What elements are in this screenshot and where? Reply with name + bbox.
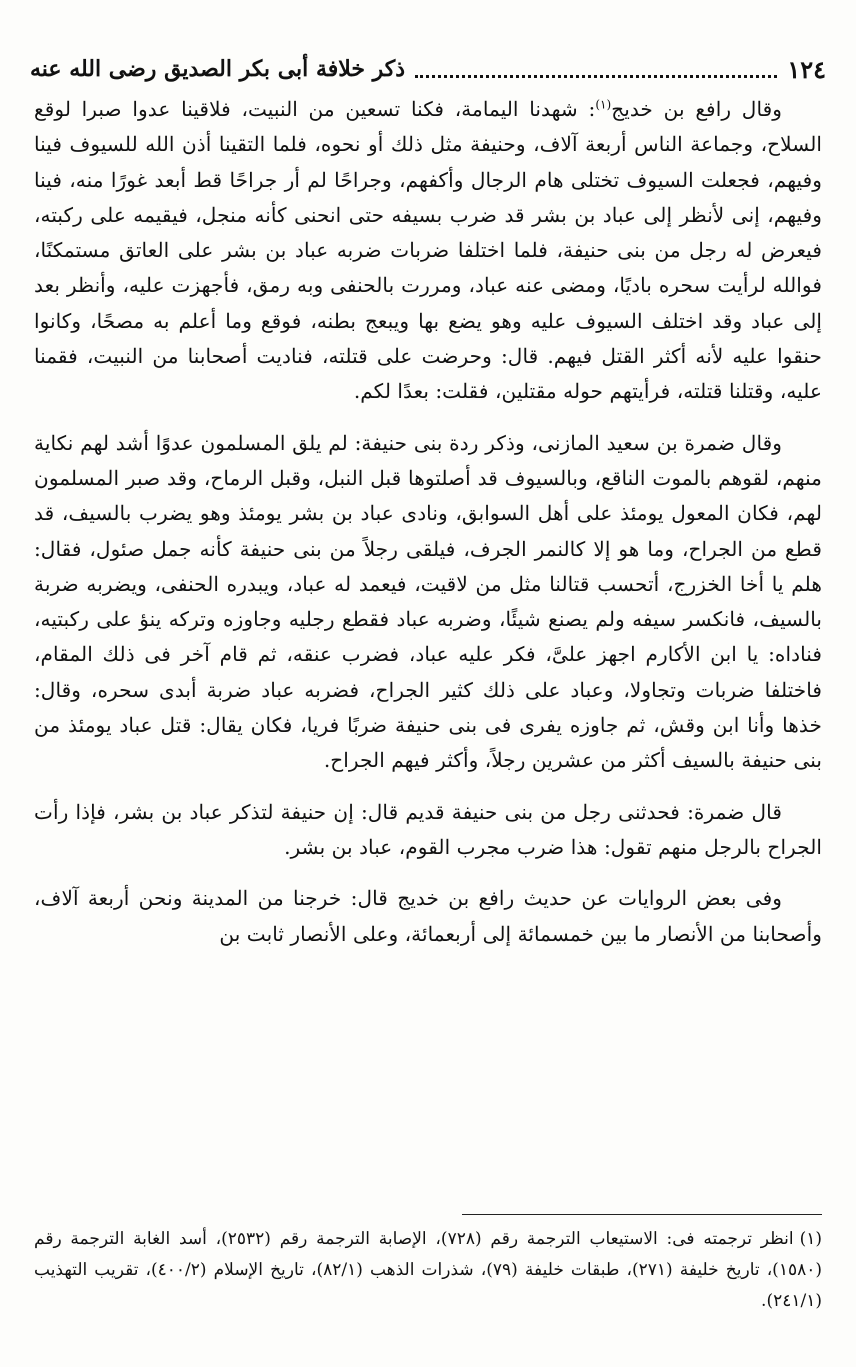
paragraph-other-narrations: وفى بعض الروايات عن حديث رافع بن خديج قال: خرجنا من المدينة ونحن أربعة آلاف، وأصحابنا من الأنصار ما بين خمسمائة إلى أربعمائة، وعلى الأنصار ثابت بن xyxy=(34,886,822,946)
footnote-text: انظر ترجمته فى: الاستيعاب الترجمة رقم (٧٢٨)، الإصابة الترجمة رقم (٢٥٣٢)، أسد الغابة الترجمة رقم (١٥٨٠)، تاريخ خليفة (٢٧١)، طبقات خليفة (٧٩)، شذرات الذهب (٨٢/١)، تاريخ الإسلام (٤٠٠/٢)، تقريب التهذيب (٢٤١/١). xyxy=(34,1229,822,1311)
paragraph-opening: وقال رافع بن خديج xyxy=(611,97,782,121)
main-text xyxy=(34,92,822,952)
page-number: ١٢٤ xyxy=(787,54,826,84)
footnote-number: (١) xyxy=(799,1229,822,1249)
footnote-divider xyxy=(462,1214,822,1215)
footnote xyxy=(34,1224,822,1317)
paragraph-damra-ibn-said: وقال ضمرة بن سعيد المازنى، وذكر ردة بنى حنيفة: لم يلق المسلمون عدوًا أشد لهم نكاية منهم، لقوهم بالموت الناقع، وبالسيوف قد أصلتوها قبل النبل، وقبل الرماح، وقد صبر المسلمون لهم، فكان المعول يومئذ على أهل السوابق، ونادى عباد بن بشر يومئذ وهو يضرب بالسيف، قد قطع من الجراح، وما هو إلا كالنمر الجرف، فيلقى رجلاً من بنى حنيفة كأنه جمل صئول، فقال: هلم يا أخا الخزرج، أتحسب قتالنا مثل من لاقيت، فيعمد له عباد، ويبدره الحنفى، ويضربه ضربة بالسيف، فانكسر سيفه ولم يصنع شيئًا، وضربه عباد فقطع رجليه وجاوزه وتركه ينؤ على ركبتيه، فناداه: يا ابن الأكارم اجهز علىَّ، فكر عليه عباد، فضرب عنقه، ثم قام آخر فى ذلك المقام، فاختلفا ضربات وتجاولا، وعباد على ذلك كثير الجراح، فضربه عباد ضربة أبدى سحره، وقال: خذها وأنا ابن وقش، ثم جاوزه يفرى فى بنى حنيفة ضربًا فريا، فكان يقال: قتل عباد يومئذ من بنى حنيفة بالسيف أكثر من عشرين رجلاً، وأكثر فيهم الجراح. xyxy=(34,430,823,773)
paragraph-rafi-ibn-khadij xyxy=(34,92,822,410)
running-header xyxy=(30,52,826,86)
paragraph-continuation: : شهدنا اليمامة، فكنا تسعين من النبيت، فلاقينا عدوا صبرا لوقع السلاح، وجماعة الناس أربعة آلاف، وحنيفة مثل ذلك أو نحوه، فلما التقينا أذن الله للسيوف فينا وفيهم، فجعلت السيوف تختلى هام الرجال وأكفهم، وجراحًا لم أر جراحًا قط أبعد غورًا منه، فينا وفيهم، إنى لأنظر إلى عباد بن بشر قد ضرب بسيفه حتى انحنى كأنه منجل، فيقيمه على ركبته، فيعرض له رجل من بنى حنيفة، فلما اختلفا ضربات ضربه عباد بن بشر على العاتق مستمكنًا، فوالله لرأيت سحره باديًا، ومضى عنه عباد، ومررت بالحنفى وبه رمق، فأجهزت عليه، وأنظر بعد إلى عباد وقد اختلف السيوف عليه وهو يضع بها ويبعج بطنه، فوقع وما أعلم به مصحًا، وكانوا حنقوا عليه لأنه أكثر القتل فيهم. قال: وحرضت على قتلته، فناديت أصحابنا من النبيت، فقمنا عليه، وقتلنا قتلته، فرأيتهم حوله مقتلين، فقلت: بعدًا لكم. xyxy=(34,97,822,404)
chapter-title: ذكر خلافة أبى بكر الصديق رضى الله عنه xyxy=(30,56,406,82)
paragraph-damra-narration: قال ضمرة: فحدثنى رجل من بنى حنيفة قديم قال: إن حنيفة لتذكر عباد بن بشر، فإذا رأت الجراح بالرجل منهم تقول: هذا ضرب مجرب القوم، عباد بن بشر. xyxy=(34,799,822,859)
footnote-marker[interactable]: (١) xyxy=(595,97,612,112)
header-dot-leader xyxy=(415,61,777,78)
